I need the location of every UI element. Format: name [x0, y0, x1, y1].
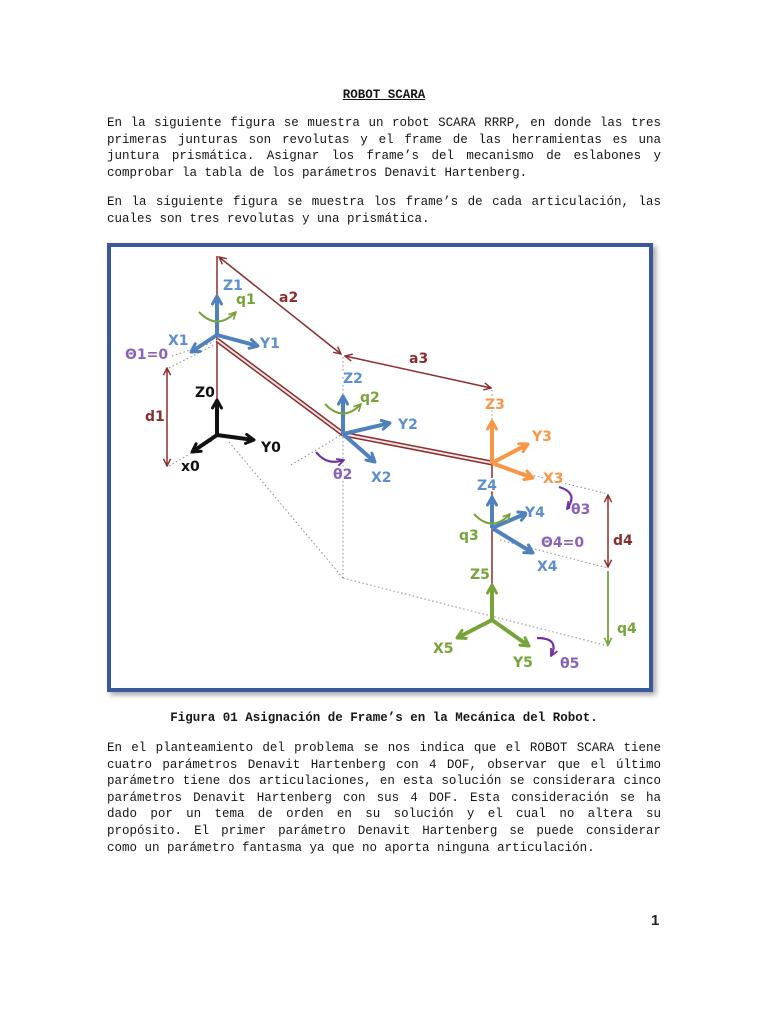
q3-label: q3 [459, 528, 479, 544]
d4-label: d4 [613, 533, 633, 549]
figure-caption: Figura 01 Asignación de Frame’s en la Mecánica del Robot. [170, 711, 598, 725]
y0-label: Y0 [261, 440, 281, 456]
paragraph-line: parámetro tiene dos articulaciones, en esta solución se considerara cinco [107, 774, 661, 789]
y2-label: Y2 [398, 417, 418, 433]
page-title [0, 87, 768, 104]
y4-label: Y4 [525, 505, 545, 521]
page-title-text: ROBOT SCARA [342, 88, 426, 102]
theta4-label: Θ4=0 [541, 535, 585, 551]
paragraph-line: dado por un tema de orden en su solución y el cual no altera su [107, 807, 661, 822]
paragraph-line: En la siguiente figura se muestra los frame’s de cada articulación, las [107, 195, 661, 209]
paragraph-line: comprobar la tabla de los parámetros Denavit Hartenberg. [107, 165, 528, 180]
paragraph-line: parámetros Denavit Hartenberg con sus 4 DOF. Esta consideración se ha [107, 790, 661, 805]
x2-label: X2 [371, 470, 392, 486]
analysis-paragraph [107, 740, 661, 856]
y1-label: Y1 [260, 336, 280, 352]
paragraph-line: propósito. El primer parámetro Denavit Hartenberg se puede considerar [107, 823, 661, 838]
x1-label: X1 [168, 333, 189, 349]
paragraph-line: como un parámetro fantasma ya que no aporta ninguna articulación. [107, 840, 595, 855]
paragraph-line: cuales son tres revolutas y una prismática. [107, 211, 430, 226]
q1-label: q1 [236, 292, 256, 308]
z4-label: Z4 [477, 478, 497, 494]
z1-label: Z1 [223, 278, 243, 294]
scara-frame-diagram [107, 243, 653, 692]
x0-label: x0 [181, 459, 200, 475]
paragraph-line: En la siguiente figura se muestra un robot SCARA RRRP, en donde las tres [107, 116, 661, 130]
diagram-canvas [107, 243, 653, 692]
theta5-label: θ5 [560, 656, 580, 672]
paragraph-line: En el planteamiento del problema se nos indica que el ROBOT SCARA tiene [107, 741, 661, 755]
paragraph-line: primeras junturas son revolutas y el frame de las herramientas es una [107, 132, 661, 147]
z0-label: Z0 [195, 385, 215, 401]
theta1-label: Θ1=0 [125, 347, 169, 363]
page-number: 1 [651, 912, 660, 929]
q2-label: q2 [360, 390, 380, 406]
d1-label: d1 [145, 409, 165, 425]
z3-label: Z3 [485, 397, 505, 413]
frames-intro-paragraph [107, 194, 661, 227]
q4-label: q4 [617, 621, 637, 637]
x3-label: X3 [543, 471, 564, 487]
intro-paragraph [107, 115, 661, 181]
x4-label: X4 [537, 559, 558, 575]
z5-label: Z5 [470, 567, 490, 583]
y5-label: Y5 [513, 655, 533, 671]
a2-label: a2 [279, 290, 299, 306]
theta3-label: θ3 [571, 502, 591, 518]
paragraph-line: cuatro parámetros Denavit Hartenberg con 4 DOF, observar que el último [107, 757, 661, 772]
y3-label: Y3 [532, 429, 552, 445]
paragraph-line: juntura prismática. Asignar los frame’s del mecanismo de eslabones y [107, 149, 661, 164]
z2-label: Z2 [343, 371, 363, 387]
theta2-label: θ2 [333, 467, 353, 483]
x5-label: X5 [433, 641, 454, 657]
a3-label: a3 [409, 351, 429, 367]
